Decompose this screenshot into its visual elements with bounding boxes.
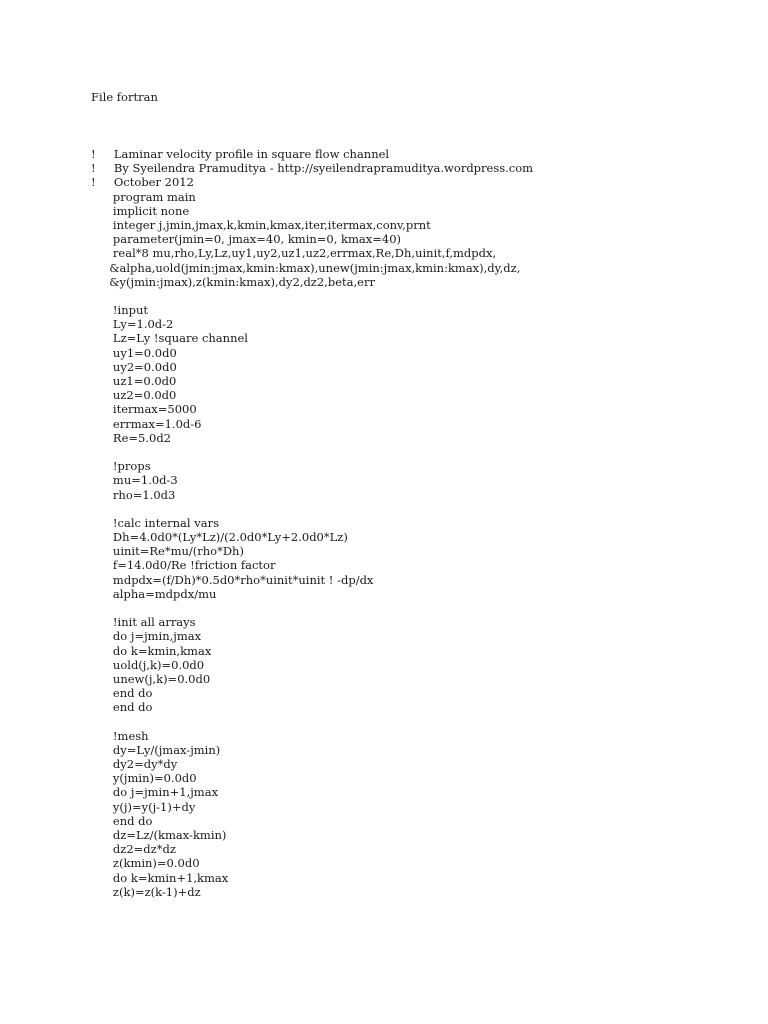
code-line: uz1=0.0d0 <box>91 374 177 388</box>
code-line: do k=kmin+1,kmax <box>91 870 229 885</box>
code-line: do j=jmin+1,jmax <box>91 785 219 800</box>
code-line: z(kmin)=0.0d0 <box>91 856 200 871</box>
code-line: implicit none <box>91 203 190 218</box>
code-line: ! October 2012 <box>91 175 194 190</box>
code-line <box>91 715 533 729</box>
code-line: uinit=Re*mu/(rho*Dh) <box>91 544 244 559</box>
code-line: !mesh <box>91 728 149 743</box>
code-line: uy1=0.0d0 <box>91 345 177 360</box>
code-line: ! Laminar velocity profile in square flow channel <box>91 147 390 161</box>
code-line: !calc internal vars <box>91 515 219 530</box>
document-title: File fortran <box>91 90 158 104</box>
code-line: do j=jmin,jmax <box>91 629 202 644</box>
fortran-code-listing <box>91 147 533 899</box>
code-line: Lz=Ly !square channel <box>91 331 248 346</box>
code-line: Ly=1.0d-2 <box>91 317 174 332</box>
code-line <box>91 445 533 459</box>
code-line: dy2=dy*dy <box>91 757 178 772</box>
code-line: dz=Lz/(kmax-kmin) <box>91 828 227 842</box>
code-line: &y(jmin:jmax),z(kmin:kmax),dy2,dz2,beta,err <box>91 274 375 289</box>
code-line: ! By Syeilendra Pramuditya - http://syeilendrapramuditya.wordpress.com <box>91 161 534 176</box>
code-line: real*8 mu,rho,Ly,Lz,uy1,uy2,uz1,uz2,errmax,Re,Dh,uinit,f,mdpdx, <box>91 246 497 261</box>
code-line: &alpha,uold(jmin:jmax,kmin:kmax),unew(jmin:jmax,kmin:kmax),dy,dz, <box>91 260 521 275</box>
code-line: alpha=mdpdx/mu <box>91 586 217 601</box>
code-line: !input <box>91 303 149 318</box>
code-line: !props <box>91 459 151 474</box>
code-line: mu=1.0d-3 <box>91 473 178 488</box>
code-line: z(k)=z(k-1)+dz <box>91 884 201 899</box>
code-line: dy=Ly/(jmax-jmin) <box>91 742 221 757</box>
code-line: y(j)=y(j-1)+dy <box>91 799 196 814</box>
code-line: unew(j,k)=0.0d0 <box>91 671 211 686</box>
code-line: uz2=0.0d0 <box>91 388 177 403</box>
code-line: program main <box>91 189 196 204</box>
code-line: rho=1.0d3 <box>91 487 176 502</box>
code-line: end do <box>91 686 153 701</box>
code-line: end do <box>91 700 153 715</box>
code-line: do k=kmin,kmax <box>91 643 212 658</box>
code-line: uold(j,k)=0.0d0 <box>91 657 205 672</box>
code-line: dz2=dz*dz <box>91 842 176 857</box>
code-line: y(jmin)=0.0d0 <box>91 771 197 786</box>
code-line <box>91 289 533 303</box>
code-line: integer j,jmin,jmax,k,kmin,kmax,iter,itermax,conv,prnt <box>91 217 431 232</box>
code-line: mdpdx=(f/Dh)*0.5d0*rho*uinit*uinit ! -dp/dx <box>91 572 374 587</box>
code-line: f=14.0d0/Re !friction factor <box>91 558 276 573</box>
code-line: Dh=4.0d0*(Ly*Lz)/(2.0d0*Ly+2.0d0*Lz) <box>91 530 348 545</box>
code-line: itermax=5000 <box>91 402 197 417</box>
code-line: uy2=0.0d0 <box>91 359 177 374</box>
code-line <box>91 601 533 615</box>
code-line: !init all arrays <box>91 615 196 630</box>
code-line: Re=5.0d2 <box>91 430 172 445</box>
code-line: parameter(jmin=0, jmax=40, kmin=0, kmax=40) <box>91 232 402 247</box>
code-line <box>91 502 533 516</box>
code-line: errmax=1.0d-6 <box>91 416 202 431</box>
code-line: end do <box>91 813 153 828</box>
